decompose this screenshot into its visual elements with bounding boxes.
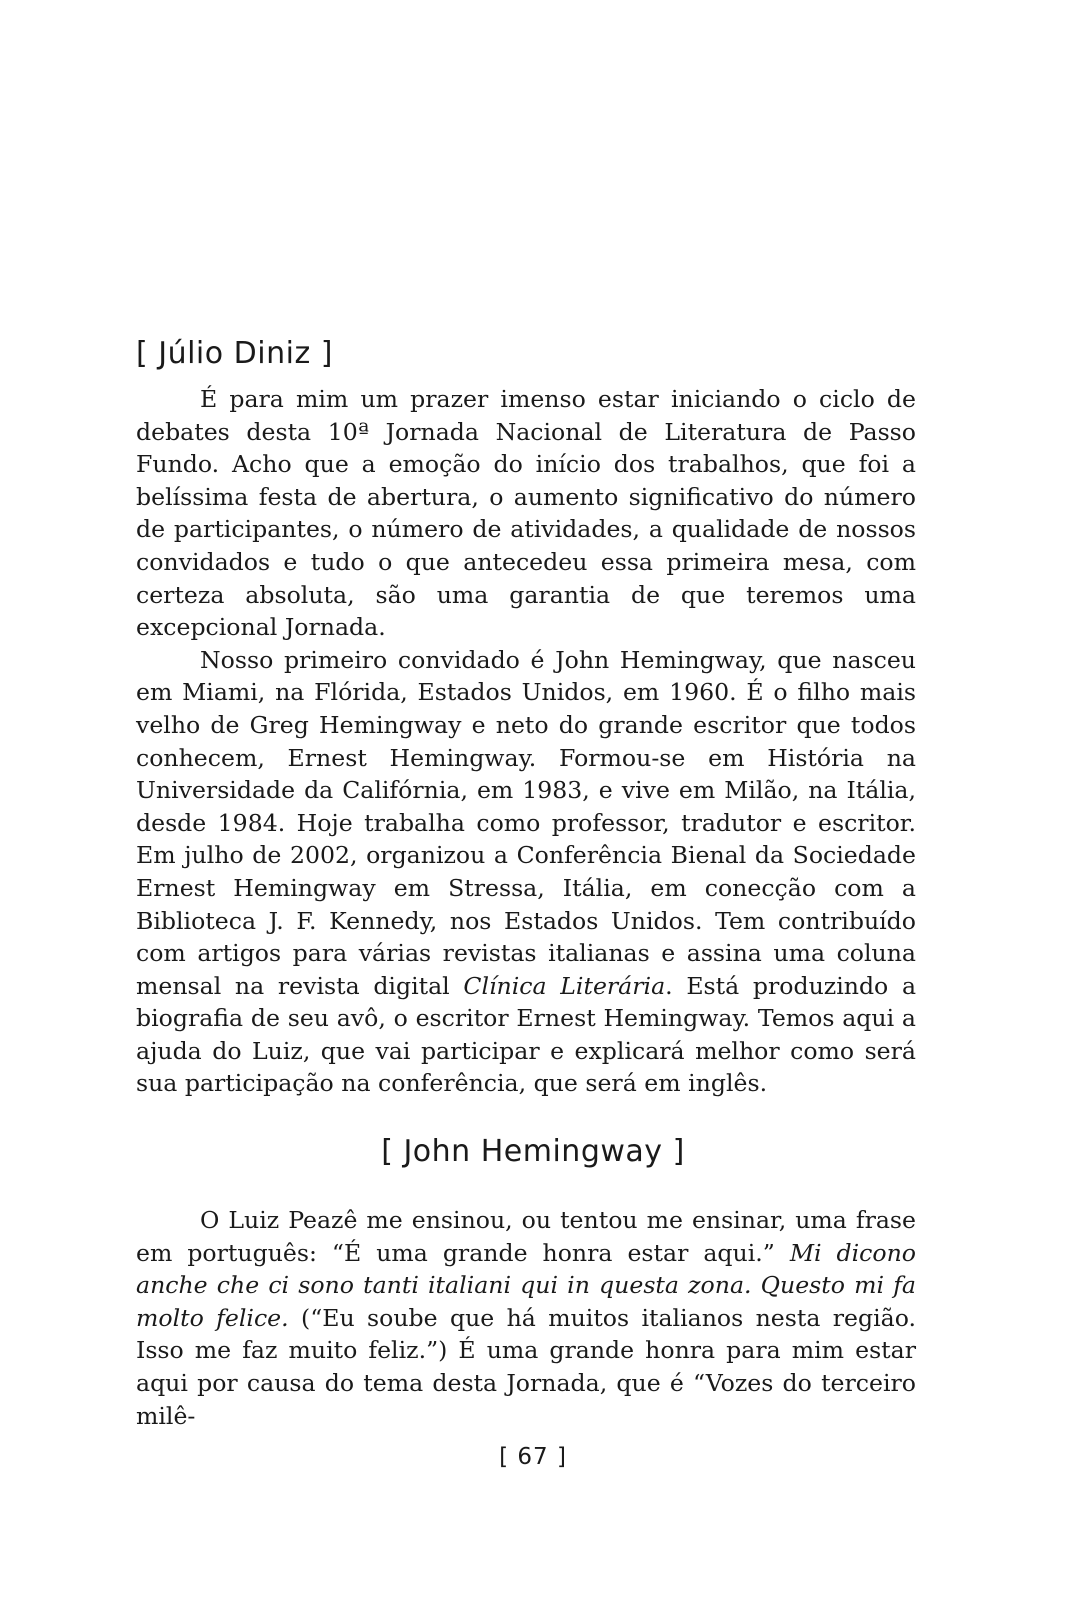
speech-block-john-hemingway xyxy=(136,1204,916,1432)
paragraph-greeting xyxy=(136,1204,916,1432)
italian-quote: Mi dicono anche che ci sono tanti italiani qui in questa zona. Questo mi fa molto felice. xyxy=(136,1238,916,1332)
magazine-title: Clínica Literária xyxy=(463,971,666,1000)
speaker-heading-john-hemingway: [ John Hemingway ] xyxy=(381,1134,685,1169)
paragraph-text: . Está produzindo a biografia de seu avô, o escritor Ernest Hemingway. Temos aqui a ajuda do Luiz, que vai participar e explicará melhor como será sua participação na conferência, que será em inglês. xyxy=(136,971,917,1098)
page-number: [ 67 ] xyxy=(499,1444,567,1470)
paragraph-text: (“Eu soube que há muitos italianos nesta região. Isso me faz muito feliz.”) É uma grande honra para mim estar aqui por causa do tema desta Jornada, que é “Vozes do terceiro milê- xyxy=(136,1303,916,1430)
paragraph-text: Nosso primeiro convidado é John Hemingway, que nasceu em Miami, na Flórida, Estados Unidos, em 1960. É o filho mais velho de Greg Hemingway e neto do grande escritor que todos conhecem, Ernest Hemingway. Formou-se em História na Universidade da Califórnia, em 1983, e vive em Milão, na Itália, desde 1984. Hoje trabalha como professor, tradutor e escritor. Em julho de 2002, organizou a Conferência Bienal da Sociedade Ernest Hemingway em Stressa, Itália, em conecção com a Biblioteca J. F. Kennedy, nos Estados Unidos. Tem contribuído com artigos para várias revistas italianas e assina uma coluna mensal na revista digital xyxy=(136,645,916,1000)
speech-block-julio-diniz xyxy=(136,383,916,1100)
speaker-heading-julio-diniz: [ Júlio Diniz ] xyxy=(136,336,333,371)
paragraph-text: O Luiz Peazê me ensinou, ou tentou me ensinar, uma frase em português: “É uma grande honra estar aqui.” xyxy=(136,1206,916,1267)
paragraph-text: É para mim um prazer imenso estar iniciando o ciclo de debates desta 10ª Jornada Nacional de Literatura de Passo Fundo. Acho que a emoção do início dos trabalhos, que foi a belíssima festa de abertura, o aumento significativo do número de participantes, o número de atividades, a qualidade de nossos convidados e tudo o que antecedeu essa primeira mesa, com certeza absoluta, são uma garantia de que teremos uma excepcional Jornada. xyxy=(136,385,916,642)
paragraph-guest-introduction xyxy=(136,644,916,1100)
paragraph-opening xyxy=(136,383,916,644)
